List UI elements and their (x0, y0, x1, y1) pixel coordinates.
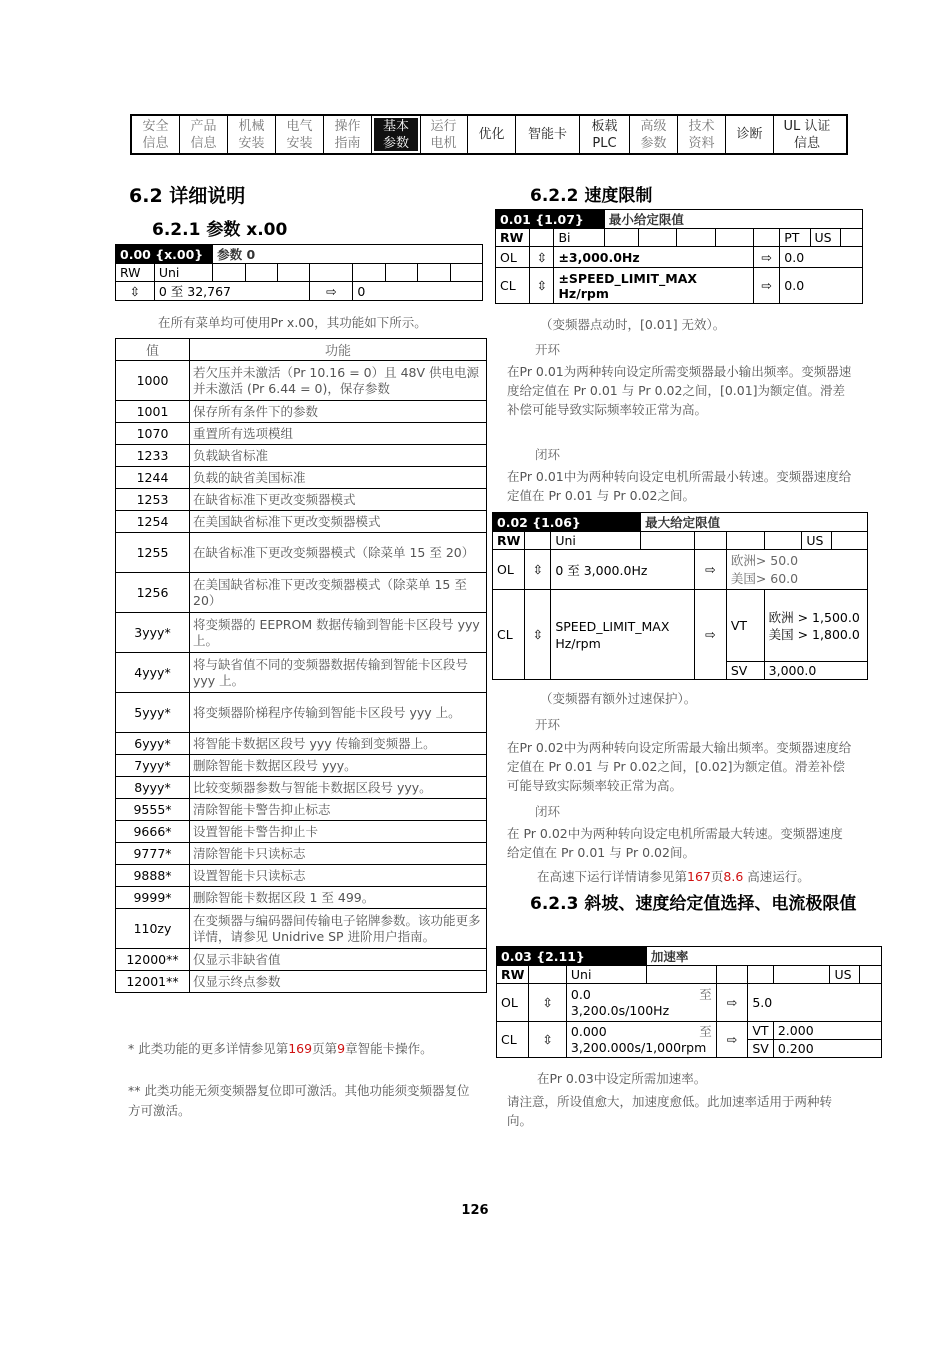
pt-cell: PT (780, 229, 810, 247)
table-row (116, 887, 487, 909)
table-row (116, 909, 487, 949)
sv-cell: SV (748, 1040, 774, 1058)
value-cell: 9777* (116, 843, 190, 865)
param-name: 加速率 (646, 947, 881, 966)
bi-cell: Bi (554, 229, 604, 247)
function-cell: 在缺省标准下更改变频器模式 (190, 489, 487, 511)
value-cell: 4yyy* (116, 653, 190, 693)
nav-tab-basic-params[interactable]: 基本 参数 (372, 116, 420, 153)
ol-default-us: 美国> 60.0 (730, 570, 799, 586)
nav-tab-smartcard[interactable]: 智能卡 (516, 116, 580, 153)
nav-tab-technical[interactable]: 技术 资料 (678, 116, 726, 153)
footnote-1-text: * 此类功能的更多详情参见第169页第9章智能卡操作。 (128, 1041, 433, 1056)
function-cell: 若欠压并未激活（Pr 10.16 = 0）且 48V 供电电源并未激活 (Pr 6.44 = 0)，保存参数 (190, 361, 487, 401)
nav-tab-run-motor[interactable]: 运行 电机 (420, 116, 468, 153)
cl-cell: CL (497, 1022, 529, 1058)
value-cell: 5yyy* (116, 693, 190, 733)
table-row (116, 755, 487, 777)
value-cell: 1254 (116, 511, 190, 533)
us-cell: US (830, 966, 860, 984)
function-cell: 将变频器阶梯程序传输到智能卡区段号 yyy 上。 (190, 693, 487, 733)
table-row (116, 693, 487, 733)
value-cell: 9555* (116, 799, 190, 821)
function-cell: 删除智能卡数据区段 1 至 499。 (190, 887, 487, 909)
value-cell: 1244 (116, 467, 190, 489)
value-cell: 6yyy* (116, 733, 190, 755)
function-cell: 设置智能卡只读标志 (190, 865, 487, 887)
vt-default-eu: 欧洲 > 1,500.0 (768, 609, 860, 625)
cl-range: SPEED_LIMIT_MAX Hz/rpm (551, 590, 695, 680)
value-cell: 1000 (116, 361, 190, 401)
bipolar-arrow-icon: ⇳ (530, 268, 554, 304)
ol-default: 5.0 (748, 984, 882, 1022)
subsection-623-title: 6.2.3 斜坡、速度给定值选择、电流极限值 (530, 894, 857, 914)
param-003-table (496, 946, 882, 1058)
param-name: 最大给定限值 (641, 513, 868, 532)
table-row (116, 573, 487, 613)
open-loop-label: 开环 (535, 342, 561, 357)
page-number: 126 (461, 1203, 489, 1218)
param-name: 最小给定限值 (604, 210, 862, 229)
value-cell: 1255 (116, 533, 190, 573)
function-cell: 将变频器的 EEPROM 数据传输到智能卡区段号 yyy 上。 (190, 613, 487, 653)
closed-loop-label: 闭环 (535, 447, 561, 462)
value-cell: 3yyy* (116, 613, 190, 653)
vt-default-us: 美国 > 1,800.0 (768, 626, 860, 642)
function-cell: 将与缺省值不同的变频器数据传输到智能卡区段号 yyy 上。 (190, 653, 487, 693)
sv-cell: SV (726, 662, 764, 680)
default-cell: 0 (353, 282, 483, 301)
function-cell: 负载的缺省美国标准 (190, 467, 487, 489)
ol-range (566, 984, 716, 1022)
cl-cell: CL (496, 268, 530, 304)
table-row (116, 843, 487, 865)
param-001-ol-text: 在Pr 0.01为两种转向设定所需变频器最小输出频率。变频器速度给定值在 Pr 0.01 与 Pr 0.02之间，[0.01]为额定值。滑差补偿可能导致实际频率较正常为高。 (507, 364, 852, 417)
table-row (116, 423, 487, 445)
table-row (116, 733, 487, 755)
ol-range: 0 至 3,000.0Hz (551, 550, 695, 590)
ol-default: 0.0 (780, 247, 863, 268)
default-arrow-icon: ⇨ (695, 590, 727, 680)
function-cell: 将智能卡数据区段号 yyy 传输到变频器上。 (190, 733, 487, 755)
param-id: 0.00 {x.00} (116, 245, 213, 264)
value-cell: 1233 (116, 445, 190, 467)
nav-tab-diagnostics[interactable]: 诊断 (726, 116, 774, 153)
ol-default-eu: 欧洲> 50.0 (730, 552, 799, 568)
param-000-table (115, 244, 483, 301)
value-cell: 12001** (116, 971, 190, 993)
param-001-cl-text: 在Pr 0.01中为两种转向设定电机所需最小转速。变频器速度给定值在 Pr 0.01 与 Pr 0.02之间。 (507, 469, 852, 503)
param-003-text-2: 请注意，所设值愈大，加速度愈低。此加速率适用于两种转向。 (507, 1094, 833, 1128)
subsection-621-title: 6.2.1 参数 x.00 (152, 220, 288, 240)
footnote-2: ** 此类功能无须变频器复位即可激活。其他功能须变频器复位方可激活。 (128, 1083, 470, 1118)
bipolar-arrow-icon: ⇳ (530, 247, 554, 268)
us-cell: US (802, 532, 832, 550)
bipolar-arrow-icon: ⇳ (116, 282, 155, 301)
function-cell: 仅显示非缺省值 (190, 949, 487, 971)
param-002-ol-text: 在Pr 0.02中为两种转向设定所需最大输出频率。变频器速度给定值在 Pr 0.01 与 Pr 0.02之间，[0.02]为额定值。滑差补偿可能导致实际频率较正常为高。 (507, 740, 852, 793)
value-cell: 1256 (116, 573, 190, 613)
function-cell: 在缺省标准下更改变频器模式（除菜单 15 至 20） (190, 533, 487, 573)
function-cell: 负载缺省标准 (190, 445, 487, 467)
table-row (116, 511, 487, 533)
us-cell: US (810, 229, 840, 247)
cl-default: 0.0 (780, 268, 863, 304)
bipolar-arrow-icon: ⇳ (529, 984, 566, 1022)
col-header-function: 功能 (190, 339, 487, 361)
section-title: 6.2 详细说明 (129, 185, 246, 207)
uni-cell: Uni (566, 966, 646, 984)
value-cell: 9888* (116, 865, 190, 887)
bipolar-arrow-icon: ⇳ (529, 1022, 566, 1058)
nav-tab-optimize[interactable]: 优化 (468, 116, 516, 153)
table-row (116, 489, 487, 511)
function-cell: 保存所有条件下的参数 (190, 401, 487, 423)
default-arrow-icon: ⇨ (754, 247, 780, 268)
rw-cell: RW (116, 264, 155, 282)
value-cell: 110zy (116, 909, 190, 949)
col-header-value: 值 (116, 339, 190, 361)
function-cell: 重置所有选项模组 (190, 423, 487, 445)
value-cell: 8yyy* (116, 777, 190, 799)
vt-default: 2.000 (773, 1022, 881, 1040)
function-cell: 设置智能卡警告抑止卡 (190, 821, 487, 843)
function-cell: 在变频器与编码器间传输电子铭牌参数。该功能更多详情，请参见 Unidrive SP 进阶用户指南。 (190, 909, 487, 949)
nav-tab-product[interactable]: 产品 信息 (180, 116, 228, 153)
nav-tab-ul[interactable]: UL 认证 信息 (783, 118, 831, 151)
ol-default (726, 550, 867, 590)
vt-cell: VT (726, 590, 764, 662)
cl-range (566, 1022, 716, 1058)
function-cell: 仅显示终点参数 (190, 971, 487, 993)
sv-default: 0.200 (773, 1040, 881, 1058)
uni-cell: Uni (551, 532, 641, 550)
nav-tab-mechanical[interactable]: 机械 安装 (228, 116, 276, 153)
rw-cell: RW (496, 229, 530, 247)
footnote-1 (128, 1039, 478, 1059)
subsection-622-title: 6.2.2 速度限制 (530, 186, 653, 206)
function-cell: 清除智能卡警告抑止标志 (190, 799, 487, 821)
ol-range-max: 3,200.0s/100Hz (570, 1002, 670, 1018)
nav-tab-operation[interactable]: 操作 指南 (324, 116, 372, 153)
param-name: 参数 0 (213, 245, 483, 264)
table-row (116, 821, 487, 843)
ol-cell: OL (497, 984, 529, 1022)
ol-range-min: 0.0 (570, 986, 591, 1002)
function-cell: 比较变频器参数与智能卡数据区段号 yyy。 (190, 777, 487, 799)
table-row (116, 445, 487, 467)
ol-cell: OL (493, 550, 525, 590)
bipolar-arrow-icon: ⇳ (525, 590, 551, 680)
table-row (116, 865, 487, 887)
table-row (116, 361, 487, 401)
function-cell: 清除智能卡只读标志 (190, 843, 487, 865)
param-002-cl-text: 在 Pr 0.02中为两种转向设定电机所需最大转速。变频器速度给定值在 Pr 0.01 与 Pr 0.02间。 (507, 826, 843, 860)
ol-range: ±3,000.0Hz (554, 247, 754, 268)
default-arrow-icon: ⇨ (310, 282, 353, 301)
function-cell: 在美国缺省标准下更改变频器模式 (190, 511, 487, 533)
cl-range-to: 至 (699, 1023, 712, 1039)
table-row (116, 971, 487, 993)
param-id: 0.03 {2.11} (497, 947, 647, 966)
default-arrow-icon: ⇨ (716, 1022, 748, 1058)
param-id: 0.01 {1.07} (496, 210, 605, 229)
param-000-note: 在所有菜单均可使用Pr x.00，其功能如下所示。 (158, 315, 427, 330)
table-row (116, 613, 487, 653)
table-row (116, 799, 487, 821)
range-cell: 0 至 32,767 (154, 282, 309, 301)
ol-cell: OL (496, 247, 530, 268)
cl-range-max: 3,200.000s/1,000rpm (570, 1039, 707, 1055)
ol-range-to: 至 (699, 986, 712, 1002)
param-002-note: （变频器有额外过速保护）。 (540, 691, 697, 706)
cl-range-min: 0.000 (570, 1023, 607, 1039)
sv-default: 3,000.0 (764, 662, 867, 680)
open-loop-label-2: 开环 (535, 717, 561, 732)
rw-cell: RW (497, 966, 529, 984)
default-arrow-icon: ⇨ (695, 550, 727, 590)
param-002-table (492, 512, 868, 680)
nav-tab-plc[interactable]: 板载 PLC (580, 116, 630, 153)
closed-loop-label-2: 闭环 (535, 804, 561, 819)
nav-tab-advanced[interactable]: 高级 参数 (630, 116, 678, 153)
value-cell: 1070 (116, 423, 190, 445)
value-cell: 1253 (116, 489, 190, 511)
vt-default (764, 590, 867, 662)
value-cell: 7yyy* (116, 755, 190, 777)
function-table (115, 338, 487, 993)
nav-tab-safety[interactable]: 安全 信息 (132, 116, 180, 153)
value-cell: 12000** (116, 949, 190, 971)
param-001-note: （变频器点动时，[0.01] 无效）。 (540, 317, 726, 332)
table-row (116, 401, 487, 423)
function-cell: 删除智能卡数据区段号 yyy。 (190, 755, 487, 777)
rw-cell: RW (493, 532, 525, 550)
table-row (116, 533, 487, 573)
cl-cell: CL (493, 590, 525, 680)
default-arrow-icon: ⇨ (716, 984, 748, 1022)
param-id: 0.02 {1.06} (493, 513, 641, 532)
param-001-table (495, 209, 863, 304)
table-row (116, 653, 487, 693)
param-003-text-1: 在Pr 0.03中设定所需加速率。 (537, 1071, 707, 1086)
value-cell: 9666* (116, 821, 190, 843)
table-row (116, 777, 487, 799)
param-002-ref: 在高速下运行详情请参见第167页8.6 高速运行。 (537, 869, 810, 884)
table-row (116, 949, 487, 971)
function-cell: 在美国缺省标准下更改变频器模式（除菜单 15 至 20） (190, 573, 487, 613)
bipolar-arrow-icon: ⇳ (525, 550, 551, 590)
uni-cell: Uni (154, 264, 212, 282)
chapter-nav (130, 114, 848, 155)
value-cell: 9999* (116, 887, 190, 909)
cl-range: ±SPEED_LIMIT_MAX Hz/rpm (554, 268, 754, 304)
nav-tab-electrical[interactable]: 电气 安装 (276, 116, 324, 153)
table-row (116, 467, 487, 489)
default-arrow-icon: ⇨ (754, 268, 780, 304)
value-cell: 1001 (116, 401, 190, 423)
vt-cell: VT (748, 1022, 774, 1040)
